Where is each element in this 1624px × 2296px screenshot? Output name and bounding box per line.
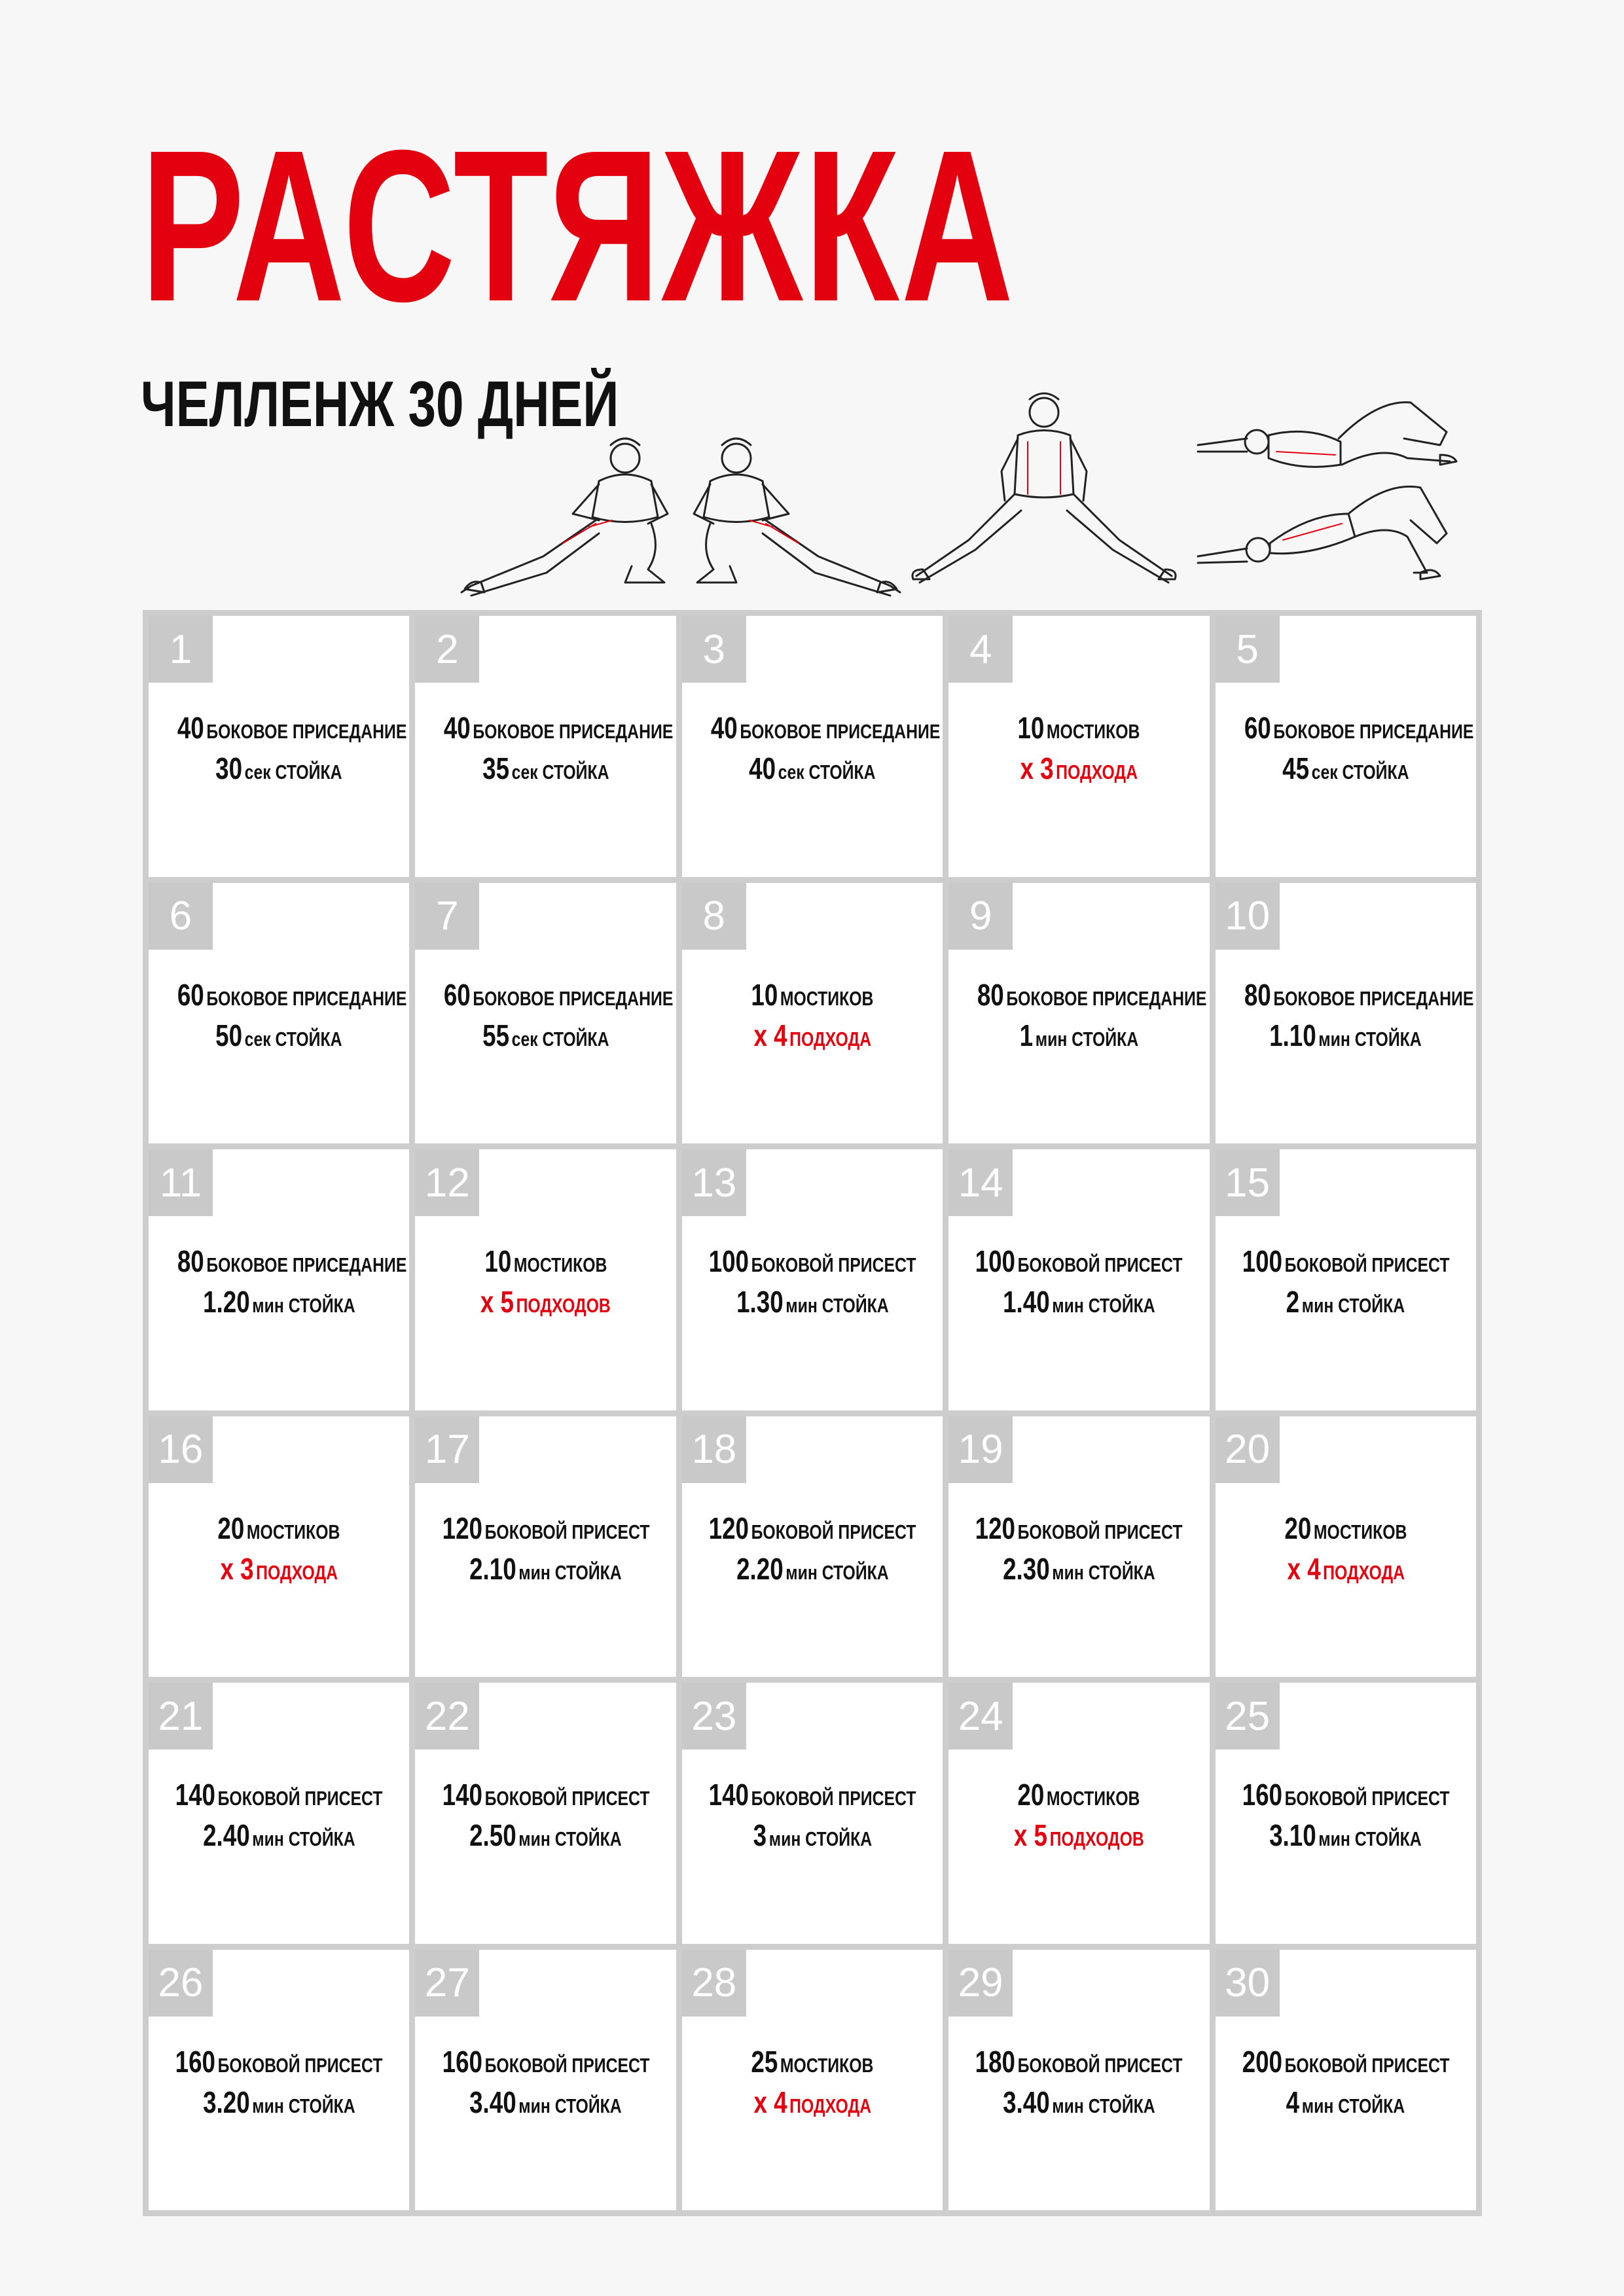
exercise-name: БОКОВОЙ ПРИСЕСТ	[1284, 1253, 1450, 1276]
day-number-badge: 13	[682, 1149, 746, 1216]
day-exercise	[682, 975, 943, 1056]
day-cell	[948, 883, 1209, 1144]
exercise-amount: 3.20	[202, 2085, 250, 2119]
day-exercise	[1216, 975, 1476, 1056]
exercise-name: МОСТИКОВ	[780, 2053, 874, 2077]
day-number-badge: 10	[1216, 883, 1280, 950]
exercise-name: БОКОВОЙ ПРИСЕСТ	[1017, 1520, 1183, 1543]
exercise-line-1	[415, 1508, 676, 1549]
exercise-count: 40	[444, 711, 471, 745]
exercise-detail: мин СТОЙКА	[785, 1294, 889, 1317]
exercise-line-1	[682, 1774, 943, 1815]
exercise-count: 160	[175, 2044, 216, 2079]
day-cell	[1216, 883, 1476, 1144]
exercise-line-1	[415, 708, 676, 748]
standing-split-figure	[912, 393, 1176, 583]
exercise-amount: 50	[215, 1018, 243, 1052]
day-exercise	[948, 1774, 1209, 1856]
exercise-line-1	[682, 1508, 943, 1549]
exercise-amount: 1.20	[202, 1285, 250, 1319]
exercise-count: 80	[977, 977, 1004, 1012]
exercise-line-1	[682, 1241, 943, 1282]
day-cell	[682, 616, 943, 877]
exercise-amount: 2.40	[202, 1818, 250, 1852]
day-number-badge: 27	[415, 1950, 479, 2017]
exercise-amount: 2.30	[1003, 1551, 1050, 1586]
side-lunge-figure-left	[461, 439, 668, 596]
exercise-detail: мин СТОЙКА	[518, 1560, 622, 1584]
exercise-count: 160	[1242, 1778, 1282, 1812]
exercise-count: 100	[975, 1244, 1016, 1278]
exercise-amount: 3.10	[1269, 1818, 1317, 1852]
exercise-count: 140	[175, 1778, 216, 1812]
day-cell	[1216, 1416, 1476, 1677]
exercise-count: 160	[442, 2044, 482, 2079]
exercise-detail: ПОДХОДА	[1322, 1560, 1405, 1584]
exercise-count: 10	[484, 1244, 511, 1278]
exercise-amount: 1.30	[736, 1285, 784, 1319]
page-title: РАСТЯЖКА	[141, 105, 1016, 346]
exercise-detail: сек СТОЙКА	[778, 761, 876, 783]
exercise-name: БОКОВОЙ ПРИСЕСТ	[484, 2053, 650, 2077]
exercise-name: БОКОВОЕ ПРИСЕДАНИЕ	[473, 986, 674, 1010]
exercise-count: 120	[442, 1511, 482, 1545]
exercise-detail: ПОДХОДА	[789, 1027, 871, 1050]
exercise-line-1	[415, 1774, 676, 1815]
exercise-detail: сек СТОЙКА	[245, 761, 342, 783]
exercise-name: БОКОВОЕ ПРИСЕДАНИЕ	[1272, 720, 1473, 743]
day-exercise	[948, 1241, 1209, 1322]
exercise-count: 10	[1017, 711, 1045, 745]
exercise-name: БОКОВОЙ ПРИСЕСТ	[217, 1787, 383, 1810]
exercise-line-1	[149, 1508, 409, 1549]
day-number-badge: 22	[415, 1683, 479, 1749]
day-exercise	[415, 1241, 676, 1322]
exercise-detail: сек СТОЙКА	[1311, 761, 1409, 783]
exercise-name: БОКОВОЙ ПРИСЕСТ	[1284, 2053, 1450, 2077]
exercise-name: БОКОВОЕ ПРИСЕДАНИЕ	[740, 720, 941, 743]
day-cell	[415, 883, 676, 1144]
day-number-badge: 30	[1216, 1950, 1280, 2017]
day-cell	[415, 1149, 676, 1410]
exercise-line-1	[1216, 1774, 1476, 1815]
exercise-line-1	[149, 1241, 409, 1282]
day-cell	[682, 1683, 943, 1944]
challenge-calendar-grid	[143, 610, 1482, 2216]
exercise-count: 120	[975, 1511, 1016, 1545]
exercise-line-1	[948, 708, 1209, 748]
day-cell	[415, 1416, 676, 1677]
day-number-badge: 20	[1216, 1416, 1280, 1483]
exercise-count: 120	[708, 1511, 749, 1545]
day-cell	[149, 1683, 409, 1944]
exercise-detail: мин СТОЙКА	[785, 1560, 889, 1584]
exercise-amount: 1.10	[1269, 1018, 1317, 1052]
day-cell	[149, 1149, 409, 1410]
day-exercise	[415, 2041, 676, 2123]
day-number-badge: 3	[682, 616, 746, 683]
exercise-detail: ПОДХОДА	[256, 1560, 338, 1584]
day-exercise	[1216, 1241, 1476, 1322]
day-exercise	[682, 1241, 943, 1322]
day-exercise	[948, 1508, 1209, 1589]
exercise-amount: 30	[215, 751, 243, 785]
exercise-amount: 3	[753, 1818, 767, 1852]
exercise-name: БОКОВОЙ ПРИСЕСТ	[484, 1520, 650, 1543]
day-cell	[1216, 1683, 1476, 1944]
side-lunge-figure-right	[694, 439, 900, 596]
exercise-line-1	[415, 2041, 676, 2082]
exercise-name: МОСТИКОВ	[513, 1253, 607, 1276]
day-number-badge: 12	[415, 1149, 479, 1216]
day-cell	[682, 1149, 943, 1410]
exercise-line-2	[682, 1015, 943, 1056]
exercise-amount: х 3	[1020, 751, 1054, 785]
exercise-name: БОКОВОЕ ПРИСЕДАНИЕ	[206, 1253, 407, 1276]
exercise-line-2	[415, 1282, 676, 1322]
exercise-line-1	[948, 1508, 1209, 1549]
exercise-name: МОСТИКОВ	[247, 1520, 340, 1543]
day-exercise	[682, 2041, 943, 2123]
exercise-count: 60	[1244, 711, 1271, 745]
day-number-badge: 24	[948, 1683, 1013, 1749]
day-number-badge: 1	[149, 616, 213, 683]
day-exercise	[682, 708, 943, 789]
day-number-badge: 14	[948, 1149, 1013, 1216]
exercise-amount: х 3	[220, 1551, 254, 1586]
exercise-line-2	[948, 1815, 1209, 1856]
exercise-detail: мин СТОЙКА	[1052, 2094, 1155, 2117]
exercise-name: БОКОВОЙ ПРИСЕСТ	[751, 1787, 916, 1810]
exercise-name: БОКОВОЕ ПРИСЕДАНИЕ	[1272, 986, 1473, 1010]
day-number-badge: 26	[149, 1950, 213, 2017]
exercise-amount: 3.40	[1003, 2085, 1050, 2119]
exercise-line-2	[1216, 1549, 1476, 1589]
exercise-detail: мин СТОЙКА	[1302, 2094, 1405, 2117]
exercise-amount: х 5	[1013, 1818, 1048, 1852]
exercise-detail: ПОДХОДОВ	[516, 1294, 611, 1317]
exercise-line-1	[149, 708, 409, 748]
exercise-line-1	[682, 975, 943, 1015]
day-number-badge: 9	[948, 883, 1013, 950]
exercise-line-1	[149, 1774, 409, 1815]
day-cell	[682, 883, 943, 1144]
exercise-amount: х 4	[753, 1018, 787, 1052]
exercise-amount: 4	[1286, 2085, 1300, 2119]
exercise-name: БОКОВОЙ ПРИСЕСТ	[751, 1520, 916, 1543]
day-number-badge: 6	[149, 883, 213, 950]
day-exercise	[149, 975, 409, 1056]
exercise-amount: 40	[749, 751, 776, 785]
exercise-name: БОКОВОЕ ПРИСЕДАНИЕ	[1006, 986, 1207, 1010]
exercise-name: МОСТИКОВ	[1047, 720, 1140, 743]
exercise-name: БОКОВОЕ ПРИСЕДАНИЕ	[206, 986, 407, 1010]
exercise-line-2	[149, 1549, 409, 1589]
exercise-name: БОКОВОЕ ПРИСЕДАНИЕ	[473, 720, 674, 743]
day-cell	[1216, 1950, 1476, 2211]
exercise-amount: х 4	[753, 2085, 787, 2119]
exercise-line-2	[948, 748, 1209, 789]
day-exercise	[1216, 708, 1476, 789]
exercise-detail: сек СТОЙКА	[511, 1027, 609, 1050]
lying-bridge-figure-bottom	[1198, 486, 1447, 579]
exercise-detail: сек СТОЙКА	[511, 761, 609, 783]
exercise-amount: 2	[1286, 1285, 1300, 1319]
day-cell	[149, 883, 409, 1144]
day-cell	[948, 1683, 1209, 1944]
exercise-illustrations	[458, 383, 1479, 605]
day-exercise	[682, 1774, 943, 1856]
day-cell	[415, 616, 676, 877]
exercise-amount: 2.50	[469, 1818, 516, 1852]
exercise-count: 40	[710, 711, 738, 745]
exercise-detail: ПОДХОДА	[789, 2094, 871, 2117]
day-number-badge: 2	[415, 616, 479, 683]
exercise-count: 100	[708, 1244, 749, 1278]
exercise-count: 60	[177, 977, 204, 1012]
day-exercise	[149, 1774, 409, 1856]
exercise-detail: ПОДХОДОВ	[1049, 1827, 1144, 1850]
exercise-detail: ПОДХОДА	[1056, 761, 1138, 783]
day-exercise	[948, 975, 1209, 1056]
exercise-line-1	[1216, 975, 1476, 1015]
exercise-name: БОКОВОЙ ПРИСЕСТ	[1017, 1253, 1183, 1276]
day-exercise	[1216, 1508, 1476, 1589]
exercise-name: БОКОВОЙ ПРИСЕСТ	[484, 1787, 650, 1810]
day-cell	[415, 1683, 676, 1944]
day-cell	[149, 1416, 409, 1677]
exercise-detail: мин СТОЙКА	[252, 1294, 355, 1317]
exercise-detail: мин СТОЙКА	[1318, 1027, 1422, 1050]
exercise-line-1	[1216, 1508, 1476, 1549]
exercise-line-1	[948, 1241, 1209, 1282]
day-number-badge: 4	[948, 616, 1013, 683]
day-number-badge: 18	[682, 1416, 746, 1483]
exercise-detail: мин СТОЙКА	[1052, 1294, 1155, 1317]
exercise-line-1	[948, 975, 1209, 1015]
day-exercise	[682, 1508, 943, 1589]
exercise-name: БОКОВОЕ ПРИСЕДАНИЕ	[206, 720, 407, 743]
exercise-name: МОСТИКОВ	[780, 986, 874, 1010]
exercise-amount: 2.20	[736, 1551, 784, 1586]
exercise-line-2	[682, 2082, 943, 2123]
exercise-count: 80	[1244, 977, 1271, 1012]
day-exercise	[415, 1508, 676, 1589]
exercise-amount: 3.40	[469, 2085, 516, 2119]
exercise-name: БОКОВОЙ ПРИСЕСТ	[1017, 2053, 1183, 2077]
exercise-count: 40	[177, 711, 204, 745]
exercise-count: 20	[217, 1511, 245, 1545]
exercise-detail: сек СТОЙКА	[245, 1027, 342, 1050]
exercise-amount: х 5	[480, 1285, 514, 1319]
exercise-count: 60	[444, 977, 471, 1012]
exercise-amount: 45	[1282, 751, 1310, 785]
exercise-line-1	[1216, 708, 1476, 748]
day-number-badge: 15	[1216, 1149, 1280, 1216]
exercise-amount: 2.10	[469, 1551, 516, 1586]
exercise-line-1	[682, 708, 943, 748]
day-exercise	[948, 2041, 1209, 2123]
day-number-badge: 23	[682, 1683, 746, 1749]
day-exercise	[415, 975, 676, 1056]
day-number-badge: 16	[149, 1416, 213, 1483]
exercise-name: БОКОВОЙ ПРИСЕСТ	[217, 2053, 383, 2077]
exercise-name: БОКОВОЙ ПРИСЕСТ	[1284, 1787, 1450, 1810]
day-number-badge: 19	[948, 1416, 1013, 1483]
exercise-detail: мин СТОЙКА	[768, 1827, 872, 1850]
exercise-count: 200	[1242, 2044, 1282, 2079]
exercise-amount: х 4	[1286, 1551, 1321, 1586]
day-exercise	[149, 1508, 409, 1589]
exercise-line-1	[415, 975, 676, 1015]
exercise-detail: мин СТОЙКА	[1052, 1560, 1155, 1584]
day-number-badge: 28	[682, 1950, 746, 2017]
exercise-line-1	[149, 975, 409, 1015]
day-cell	[149, 1950, 409, 2211]
exercise-amount: 1	[1019, 1018, 1034, 1052]
day-number-badge: 17	[415, 1416, 479, 1483]
day-exercise	[1216, 2041, 1476, 2123]
day-cell	[948, 1416, 1209, 1677]
day-number-badge: 5	[1216, 616, 1280, 683]
day-cell	[682, 1416, 943, 1677]
exercise-count: 80	[177, 1244, 204, 1278]
day-cell	[948, 1149, 1209, 1410]
day-exercise	[1216, 1774, 1476, 1856]
day-cell	[682, 1950, 943, 2211]
day-cell	[1216, 1149, 1476, 1410]
exercise-amount: 55	[482, 1018, 509, 1052]
exercise-count: 10	[751, 977, 778, 1012]
day-cell	[149, 616, 409, 877]
day-cell	[948, 1950, 1209, 2211]
exercise-count: 140	[442, 1778, 482, 1812]
exercise-count: 140	[708, 1778, 749, 1812]
day-number-badge: 8	[682, 883, 746, 950]
day-number-badge: 29	[948, 1950, 1013, 2017]
day-cell	[1216, 616, 1476, 877]
exercise-amount: 35	[482, 751, 509, 785]
day-number-badge: 21	[149, 1683, 213, 1749]
exercise-line-1	[682, 2041, 943, 2082]
exercise-count: 20	[1017, 1778, 1045, 1812]
day-number-badge: 25	[1216, 1683, 1280, 1749]
exercise-line-1	[415, 1241, 676, 1282]
exercise-count: 20	[1284, 1511, 1312, 1545]
exercise-name: МОСТИКОВ	[1047, 1787, 1140, 1810]
exercise-name: МОСТИКОВ	[1313, 1520, 1407, 1543]
page-subtitle: ЧЕЛЛЕНЖ 30 ДНЕЙ	[141, 368, 619, 440]
day-exercise	[149, 708, 409, 789]
exercise-line-1	[948, 2041, 1209, 2082]
day-exercise	[948, 708, 1209, 789]
exercise-detail: мин СТОЙКА	[518, 1827, 622, 1850]
exercise-detail: мин СТОЙКА	[1302, 1294, 1405, 1317]
exercise-line-1	[948, 1774, 1209, 1815]
day-exercise	[149, 2041, 409, 2123]
exercise-line-1	[149, 2041, 409, 2082]
exercise-name: БОКОВОЙ ПРИСЕСТ	[751, 1253, 916, 1276]
exercise-count: 25	[751, 2044, 778, 2079]
day-exercise	[415, 708, 676, 789]
day-exercise	[415, 1774, 676, 1856]
day-cell	[948, 616, 1209, 877]
day-cell	[415, 1950, 676, 2211]
exercise-detail: мин СТОЙКА	[1318, 1827, 1422, 1850]
exercise-line-1	[1216, 2041, 1476, 2082]
day-number-badge: 11	[149, 1149, 213, 1216]
exercise-line-1	[1216, 1241, 1476, 1282]
lying-bridge-figure-top	[1198, 403, 1456, 467]
exercise-count: 100	[1242, 1244, 1282, 1278]
exercise-detail: мин СТОЙКА	[1035, 1027, 1139, 1050]
day-exercise	[149, 1241, 409, 1322]
exercise-detail: мин СТОЙКА	[518, 2094, 622, 2117]
exercise-count: 180	[975, 2044, 1016, 2079]
exercise-detail: мин СТОЙКА	[252, 2094, 355, 2117]
exercise-amount: 1.40	[1003, 1285, 1050, 1319]
day-number-badge: 7	[415, 883, 479, 950]
exercise-detail: мин СТОЙКА	[252, 1827, 355, 1850]
